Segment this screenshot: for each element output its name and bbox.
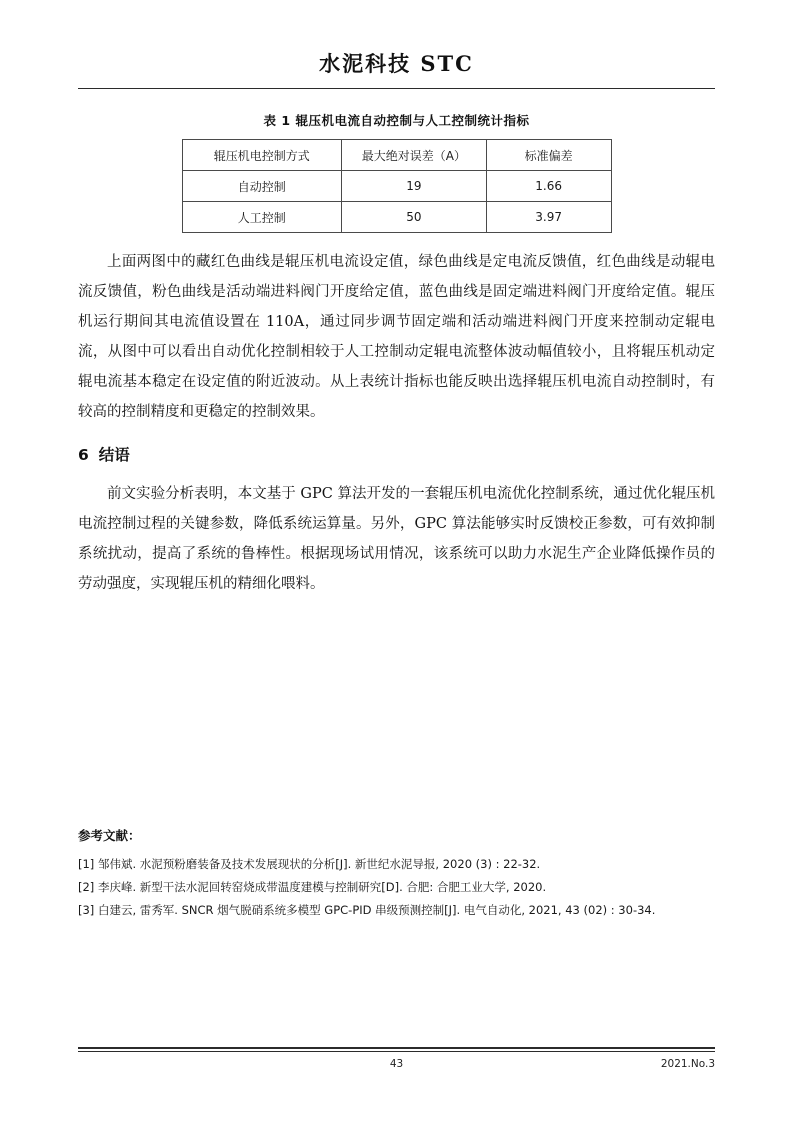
table-cell: 自动控制 <box>182 171 342 202</box>
section-number: 6 <box>78 446 89 464</box>
journal-title: 水泥科技 STC <box>319 51 474 76</box>
table-cell: 19 <box>342 171 487 202</box>
footer-divider-thin <box>78 1051 715 1052</box>
page-footer <box>78 1047 715 1074</box>
table-row <box>182 171 611 202</box>
section-title: 结语 <box>98 446 130 464</box>
table-cell: 人工控制 <box>182 202 342 233</box>
table-caption: 表 1 辊压机电流自动控制与人工控制统计指标 <box>263 113 530 128</box>
references-title: 参考文献： <box>78 828 141 843</box>
footer-divider-thick <box>78 1047 715 1049</box>
table-header-cell: 辊压机电控制方式 <box>182 140 342 171</box>
statistics-table <box>182 139 612 233</box>
table-cell: 1.66 <box>486 171 611 202</box>
reference-item: [1] 邹伟斌. 水泥预粉磨装备及技术发展现状的分析[J]. 新世纪水泥导报, 2020 (3) : 22-32. <box>78 857 541 871</box>
table-header-cell: 标准偏差 <box>486 140 611 171</box>
footer-row <box>78 1058 715 1074</box>
table-cell: 50 <box>342 202 487 233</box>
paragraph-analysis: 上面两图中的藏红色曲线是辊压机电流设定值，绿色曲线是定电流反馈值，红色曲线是动辊电流反馈值，粉色曲线是活动端进料阀门开度给定值，蓝色曲线是固定端进料阀门开度给定值。辊压机运行期间其电流值设置在 110A，通过同步调节固定端和活动端进料阀门开度来控制动定辊电流，从图中可以看出自动优化控制相较于人工控制动定辊电流整体波动幅值较小，且将辊压机动定辊电流基本稳定在设定值的附近波动。从上表统计指标也能反映出选择辊压机电流自动控制时，有较高的控制精度和更稳定的控制效果。 <box>78 254 715 420</box>
section-heading-conclusion <box>78 443 715 465</box>
issue-label: 2021.No.3 <box>660 1058 715 1070</box>
references-section <box>78 826 715 922</box>
table-header-row <box>182 140 611 171</box>
page-number: 43 <box>389 1058 404 1070</box>
table-row <box>182 202 611 233</box>
page-header <box>78 0 715 89</box>
header-divider <box>78 88 715 89</box>
reference-item: [2] 李庆峰. 新型干法水泥回转窑烧成带温度建模与控制研究[D]. 合肥: 合肥工业大学, 2020. <box>78 880 547 894</box>
table-cell: 3.97 <box>486 202 611 233</box>
reference-item: [3] 白建云, 雷秀军. SNCR 烟气脱硝系统多模型 GPC-PID 串级预测控制[J]. 电气自动化, 2021, 43 (02) : 30-34. <box>78 903 656 917</box>
table-header-cell: 最大绝对误差（A） <box>342 140 487 171</box>
paragraph-conclusion: 前文实验分析表明，本文基于 GPC 算法开发的一套辊压机电流优化控制系统，通过优化辊压机电流控制过程的关键参数，降低系统运算量。另外，GPC 算法能够实时反馈校正参数，可有效抑制系统扰动，提高了系统的鲁棒性。根据现场试用情况，该系统可以助力水泥生产企业降低操作员的劳动强度，实现辊压机的精细化喂料。 <box>78 486 715 592</box>
